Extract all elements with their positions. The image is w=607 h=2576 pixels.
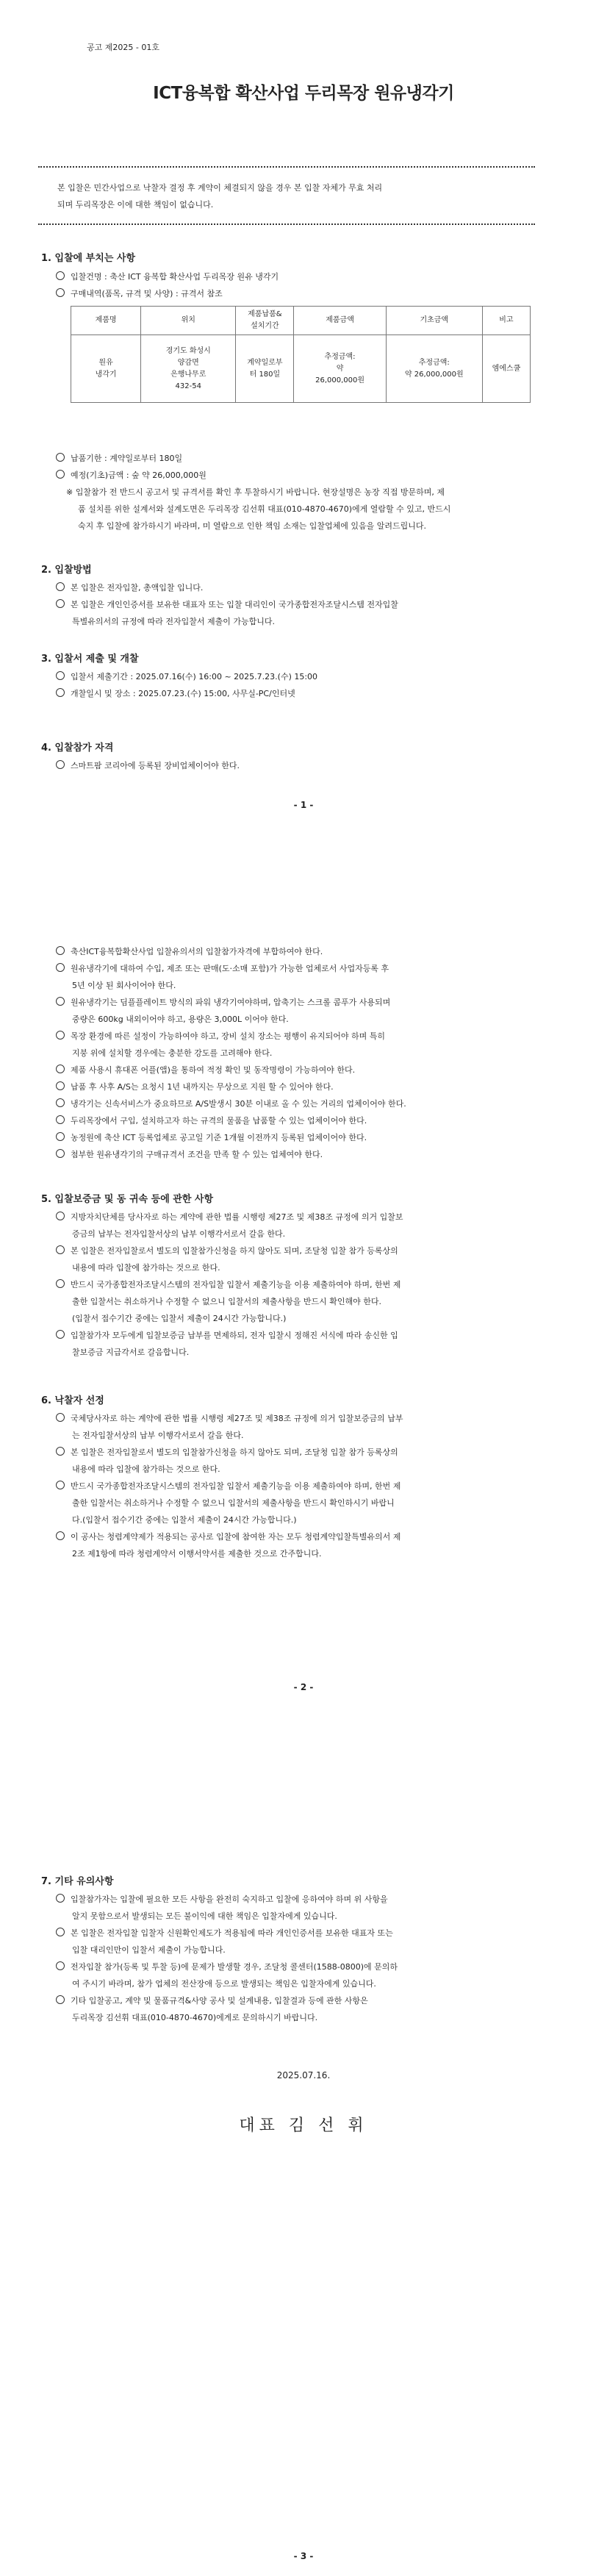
- table-header: 제품명: [71, 307, 141, 335]
- list-item: 전자입찰 참가(등록 및 투찰 등)에 문제가 발생할 경우, 조달청 콜센터(1588-0800)에 문의하: [56, 1961, 398, 1972]
- circle-bullet-icon: [56, 1447, 65, 1456]
- circle-bullet-icon: [56, 1894, 65, 1903]
- circle-bullet-icon: [56, 1413, 65, 1422]
- list-item: 입찰서 제출기간 : 2025.07.16(수) 16:00 ~ 2025.7.23.(수) 15:00: [56, 670, 317, 682]
- note-line: ※ 입찰참가 전 반드시 공고서 및 규격서를 확인 후 투찰하시기 바랍니다. 현장설명은 농장 직접 방문하며, 제: [66, 487, 445, 497]
- list-item-continued: 찰보증금 지급각서로 갈음합니다.: [72, 1348, 190, 1357]
- list-item: 기타 입찰공고, 계약 및 물품규격&사양 공사 및 설계내용, 입찰결과 등에 관한 사항은: [56, 1994, 368, 2006]
- item-table: [71, 306, 531, 403]
- list-item: 구매내역(품목, 규격 및 사양) : 규격서 참조: [56, 287, 223, 299]
- list-item: 첨부한 원유냉각기의 구매규격서 조건을 만족 할 수 있는 업체여야 한다.: [56, 1148, 323, 1160]
- table-cell: 경기도 화성시 양감면 은행나무로 432-54: [141, 335, 236, 403]
- intro-line: 본 입찰은 민간사업으로 낙찰자 결정 후 계약이 체결되지 않을 경우 본 입찰 자체가 무효 처리: [57, 183, 383, 193]
- circle-bullet-icon: [56, 1928, 65, 1936]
- circle-bullet-icon: [56, 688, 65, 697]
- list-item-continued: 2조 제1항에 따라 청렴계약서 이행서약서를 제출한 것으로 간주합니다.: [72, 1549, 322, 1559]
- circle-bullet-icon: [56, 1031, 65, 1040]
- list-item: 본 입찰은 개인인증서를 보유한 대표자 또는 입찰 대리인이 국가종합전자조달시스템 전자입찰: [56, 598, 398, 610]
- list-item: 스마트팜 코리아에 등록된 장비업체이어야 한다.: [56, 759, 240, 771]
- list-item: 제품 사용시 휴대폰 어플(앱)을 통하여 적정 확인 및 동작명령이 가능하여야 한다.: [56, 1064, 355, 1076]
- circle-bullet-icon: [56, 963, 65, 972]
- intro-line: 되며 두리목장은 이에 대한 책임이 없습니다.: [57, 200, 214, 210]
- list-item-continued: 증금의 납부는 전자입찰서상의 납부 이행각서로서 갈음 한다.: [72, 1229, 286, 1239]
- table-cell: 추정금액: 약 26,000,000원: [386, 335, 482, 403]
- note-line: 품 설치를 위한 설계서와 설계도면은 두리목장 김선휘 대표(010-4870-4670)에게 열람할 수 있고, 반드시: [78, 504, 451, 514]
- page-number: - 2 -: [293, 1682, 314, 1692]
- circle-bullet-icon: [56, 1065, 65, 1073]
- list-item: 두리목장에서 구입, 설치하고자 하는 규격의 물품을 납품할 수 있는 업체이어야 한다.: [56, 1115, 367, 1126]
- circle-bullet-icon: [56, 1081, 65, 1090]
- circle-bullet-icon: [56, 997, 65, 1006]
- table-header: 기초금액: [386, 307, 482, 335]
- page-number: - 3 -: [293, 2551, 314, 2561]
- list-item: 목장 환경에 따른 설정이 가능하여야 하고, 장비 설치 장소는 평행이 유지되어야 하며 특히: [56, 1030, 385, 1042]
- list-item: 축산ICT융복합확산사업 입찰유의서의 입찰참가자격에 부합하여야 한다.: [56, 945, 323, 957]
- circle-bullet-icon: [56, 1115, 65, 1124]
- section-heading: 2. 입찰방법: [41, 565, 92, 576]
- circle-bullet-icon: [56, 671, 65, 680]
- notice-number: 공고 제2025 - 01호: [87, 43, 159, 52]
- signature-name: 대표 김 선 휘: [239, 2117, 368, 2135]
- list-item: 원유냉각기는 딤플플레이트 방식의 파워 냉각기여야하며, 압축기는 스크롤 콤푸가 사용되며: [56, 996, 390, 1008]
- circle-bullet-icon: [56, 582, 65, 591]
- list-item-continued: 알지 못함으로서 발생되는 모든 불이익에 대한 책임은 입찰자에게 있습니다.: [72, 1911, 337, 1921]
- table-row: [71, 335, 531, 403]
- circle-bullet-icon: [56, 1132, 65, 1141]
- list-item-continued: 출한 입찰서는 취소하거나 수정할 수 없으니 입찰서의 제출사항을 반드시 확인하시기 바랍니: [72, 1498, 395, 1508]
- list-item: 이 공사는 청렴계약제가 적용되는 공사로 입찰에 참여한 자는 모두 청렴계약입찰특별유의서 제: [56, 1531, 401, 1542]
- note-line: 숙지 후 입찰에 참가하시기 바라며, 미 열람으로 인한 책임 소재는 입찰업체에 있음을 알려드립니다.: [78, 521, 426, 531]
- list-item-continued: 중량은 600kg 내외이어야 하고, 용량은 3,000L 이어야 한다.: [72, 1015, 289, 1024]
- list-item-continued: 내용에 따라 입찰에 참가하는 것으로 한다.: [72, 1263, 220, 1273]
- table-cell: 추정금액: 약 26,000,000원: [294, 335, 386, 403]
- circle-bullet-icon: [56, 271, 65, 280]
- section-heading: 6. 낙찰자 선정: [41, 1395, 104, 1406]
- circle-bullet-icon: [56, 1330, 65, 1339]
- table-cell: 계약일로부 터 180일: [236, 335, 294, 403]
- dotted-divider: [38, 223, 535, 225]
- circle-bullet-icon: [56, 599, 65, 608]
- circle-bullet-icon: [56, 470, 65, 479]
- table-cell: 원유 냉각기: [71, 335, 141, 403]
- circle-bullet-icon: [56, 1098, 65, 1107]
- table-header: 제품금액: [294, 307, 386, 335]
- list-item: 농정원에 축산 ICT 등록업체로 공고일 기준 1개월 이전까지 등록된 업체이어야 한다.: [56, 1131, 367, 1143]
- circle-bullet-icon: [56, 1279, 65, 1288]
- page-1: [0, 0, 607, 809]
- dotted-divider: [38, 166, 535, 168]
- circle-bullet-icon: [56, 453, 65, 462]
- list-item-continued: (입찰서 접수기간 중에는 입찰서 제출이 24시간 가능합니다.): [72, 1314, 287, 1323]
- circle-bullet-icon: [56, 1961, 65, 1970]
- table-header: 제품납품& 설치기간: [236, 307, 294, 335]
- circle-bullet-icon: [56, 1149, 65, 1158]
- list-item: 지방자치단체를 당사자로 하는 계약에 관한 법률 시행령 제27조 및 제38조 규정에 의거 입찰보: [56, 1211, 403, 1223]
- list-item: 본 입찰은 전자입찰로서 별도의 입찰참가신청을 하지 않아도 되며, 조달청 입찰 참가 등록상의: [56, 1446, 398, 1458]
- list-item-continued: 는 전자입찰서상의 납부 이행각서로서 갈음 한다.: [72, 1431, 244, 1440]
- list-item: 반드시 국가종합전자조달시스템의 전자입찰 입찰서 제출기능을 이용 제출하여야 하며, 한번 제: [56, 1480, 401, 1492]
- section-heading: 1. 입찰에 부치는 사항: [41, 253, 136, 264]
- list-item-continued: 특별유의서의 규정에 따라 전자입찰서 제출이 가능합니다.: [72, 617, 276, 626]
- list-item: 입찰참가자는 입찰에 필요한 모든 사항을 완전히 숙지하고 입찰에 응하여야 하며 위 사항을: [56, 1893, 388, 1905]
- circle-bullet-icon: [56, 1212, 65, 1220]
- circle-bullet-icon: [56, 1531, 65, 1540]
- section-heading: 3. 입찰서 제출 및 개찰: [41, 654, 139, 665]
- list-item: 입찰참가자 모두에게 입찰보증금 납부를 면제하되, 전자 입찰시 정해진 서식에 따라 송신한 입: [56, 1329, 398, 1341]
- list-item-continued: 출한 입찰서는 취소하거나 수정할 수 없으니 입찰서의 제출사항을 반드시 확인해야 한다.: [72, 1297, 381, 1306]
- list-item-continued: 다.(입찰서 접수기간 중에는 입찰서 제출이 24시간 가능합니다.): [72, 1515, 297, 1525]
- section-heading: 7. 기타 유의사항: [41, 1876, 114, 1887]
- list-item: 입찰건명 : 축산 ICT 융복합 확산사업 두리목장 원유 냉각기: [56, 271, 279, 282]
- section-heading: 5. 입찰보증금 및 동 귀속 등에 관한 사항: [41, 1194, 214, 1205]
- circle-bullet-icon: [56, 288, 65, 297]
- circle-bullet-icon: [56, 1481, 65, 1489]
- list-item: 냉각기는 신속서비스가 중요하므로 A/S발생시 30분 이내로 올 수 있는 거리의 업체이어야 한다.: [56, 1098, 406, 1109]
- table-header: 비고: [482, 307, 530, 335]
- circle-bullet-icon: [56, 760, 65, 769]
- list-item-continued: 여 주시기 바라며, 참가 업체의 전산장애 등으로 발생되는 책임은 입찰자에게 있습니다.: [72, 1979, 376, 1989]
- page-number: - 1 -: [293, 800, 314, 810]
- table-header-row: [71, 307, 531, 335]
- circle-bullet-icon: [56, 1245, 65, 1254]
- list-item: 납품 후 사후 A/S는 요청시 1년 내까지는 무상으로 지원 할 수 있어야 한다.: [56, 1081, 334, 1092]
- list-item: 본 입찰은 전자입찰, 총액입찰 입니다.: [56, 582, 203, 593]
- list-item: 본 입찰은 전자입찰 입찰자 신원확인제도가 적용됨에 따라 개인인증서를 보유한 대표자 또는: [56, 1927, 393, 1939]
- circle-bullet-icon: [56, 1995, 65, 2004]
- list-item-continued: 내용에 따라 입찰에 참가하는 것으로 한다.: [72, 1464, 220, 1474]
- table-header: 위치: [141, 307, 236, 335]
- list-item: 예정(기초)금액 : 숲 약 26,000,000원: [56, 469, 206, 481]
- list-item: 반드시 국가종합전자조달시스템의 전자입찰 입찰서 제출기능을 이용 제출하여야 하며, 한번 제: [56, 1278, 401, 1290]
- list-item-continued: 입찰 대리인만이 입찰서 제출이 가능합니다.: [72, 1945, 226, 1955]
- document-title: ICT융복합 확산사업 두리목장 원유냉각기: [153, 84, 454, 103]
- list-item-continued: 지붕 위에 설치할 경우에는 충분한 강도를 고려해야 한다.: [72, 1048, 273, 1058]
- list-item: 본 입찰은 전자입찰로서 별도의 입찰참가신청을 하지 않아도 되며, 조달청 입찰 참가 등록상의: [56, 1245, 398, 1256]
- document-date: 2025.07.16.: [276, 2070, 331, 2081]
- list-item: 국체당사자로 하는 계약에 관한 법률 시행령 제27조 및 제38조 규정에 의거 입찰보증금의 납부: [56, 1412, 403, 1424]
- section-heading: 4. 입찰참가 자격: [41, 743, 114, 754]
- list-item: 개찰일시 및 장소 : 2025.07.23.(수) 15:00, 사무실-PC/인터넷: [56, 687, 295, 699]
- list-item-continued: 두리목장 김선휘 대표(010-4870-4670)에게로 문의하시기 바랍니다.: [72, 2013, 318, 2022]
- table-cell: 엠에스쿨: [482, 335, 530, 403]
- list-item-continued: 5년 이상 된 회사이어야 한다.: [72, 981, 176, 990]
- intro-text: [57, 179, 520, 213]
- list-item: 원유냉각기에 대하여 수입, 제조 또는 판매(도·소매 포함)가 가능한 업체로서 사업자등록 후: [56, 962, 389, 974]
- circle-bullet-icon: [56, 946, 65, 955]
- list-item: 납품기한 : 계약일로부터 180일: [56, 452, 182, 464]
